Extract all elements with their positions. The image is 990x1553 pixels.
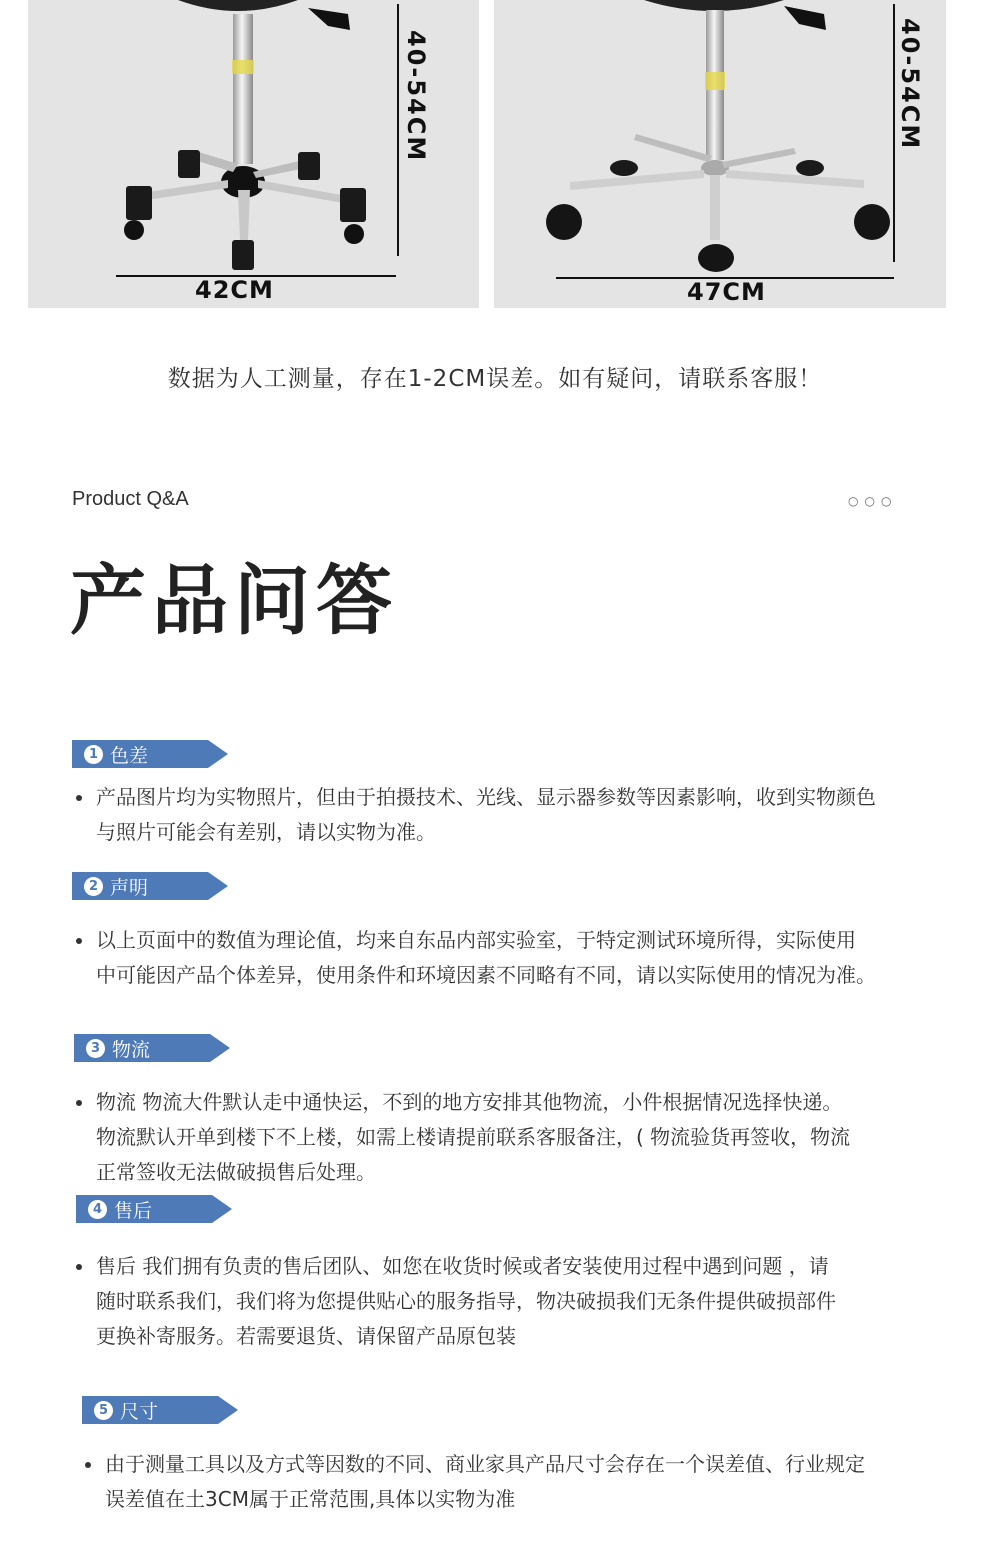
decorative-dots: ○○○ (848, 494, 898, 508)
section-tag-color-difference (72, 740, 228, 768)
measurement-note: 数据为人工测量，存在1-2CM误差。如有疑问，请联系客服！ (167, 366, 823, 392)
section-number-badge: 2 (84, 877, 103, 896)
text-line: 物流默认开单到楼下不上楼，如需上楼请提前联系客服备注，( 物流验货再签收，物流 (96, 1125, 851, 1149)
section-text-after-sales (96, 1249, 836, 1354)
text-line: 中可能因产品个体差异，使用条件和环境因素不同略有不同，请以实际使用的情况为准。 (96, 963, 876, 987)
text-line: 误差值在土3CM属于正常范围,具体以实物为准 (105, 1487, 516, 1511)
section-tag-after-sales (76, 1195, 232, 1223)
section-number-badge: 3 (86, 1039, 105, 1058)
section-number-badge: 4 (88, 1200, 107, 1219)
section-tag-logistics (74, 1034, 230, 1062)
bullet-dot (85, 1462, 91, 1468)
product-photo-right (494, 0, 946, 308)
section-text-color-difference (96, 780, 876, 850)
text-line: 更换补寄服务。若需要退货、请保留产品原包装 (96, 1324, 516, 1348)
text-line: 随时联系我们，我们将为您提供贴心的服务指导，物决破损我们无条件提供破损部件 (96, 1289, 836, 1313)
section-number-badge: 1 (84, 745, 103, 764)
section-text-statement (96, 923, 876, 993)
width-label-right: 47CM (687, 278, 766, 306)
section-tag-dimensions (82, 1396, 238, 1424)
section-title: 色差 (110, 744, 149, 767)
height-label-right: 40-54CM (896, 18, 924, 151)
width-label-left: 42CM (195, 276, 274, 304)
text-line: 与照片可能会有差别，请以实物为准。 (96, 820, 436, 844)
text-line: 物流 物流大件默认走中通快运，不到的地方安排其他物流，小件根据情况选择快递。 (96, 1090, 843, 1114)
qa-title-english: Product Q&A (72, 488, 189, 510)
product-photo-left (28, 0, 479, 308)
bullet-dot (76, 1264, 82, 1270)
section-title: 尺寸 (120, 1400, 159, 1423)
stool-illustration-right (494, 0, 946, 308)
height-label-left: 40-54CM (402, 30, 430, 163)
section-tag-statement (72, 872, 228, 900)
section-title: 售后 (114, 1199, 153, 1222)
bullet-dot (76, 1100, 82, 1106)
section-title: 物流 (112, 1038, 151, 1061)
bullet-dot (76, 795, 82, 801)
text-line: 正常签收无法做破损售后处理。 (96, 1160, 376, 1184)
text-line: 以上页面中的数值为理论值，均来自东品内部实验室，于特定测试环境所得，实际使用 (96, 928, 856, 952)
section-title: 声明 (110, 876, 149, 899)
text-line: 产品图片均为实物照片，但由于拍摄技术、光线、显示器参数等因素影响，收到实物颜色 (96, 785, 876, 809)
section-text-dimensions (105, 1447, 865, 1517)
text-line: 由于测量工具以及方式等因数的不同、商业家具产品尺寸会存在一个误差值、行业规定 (105, 1452, 865, 1476)
text-line: 售后 我们拥有负责的售后团队、如您在收货时候或者安装使用过程中遇到问题 ，请 (96, 1254, 829, 1278)
section-number-badge: 5 (94, 1401, 113, 1420)
bullet-dot (76, 938, 82, 944)
qa-title-chinese: 产品问答 (70, 556, 398, 645)
section-text-logistics (96, 1085, 850, 1190)
